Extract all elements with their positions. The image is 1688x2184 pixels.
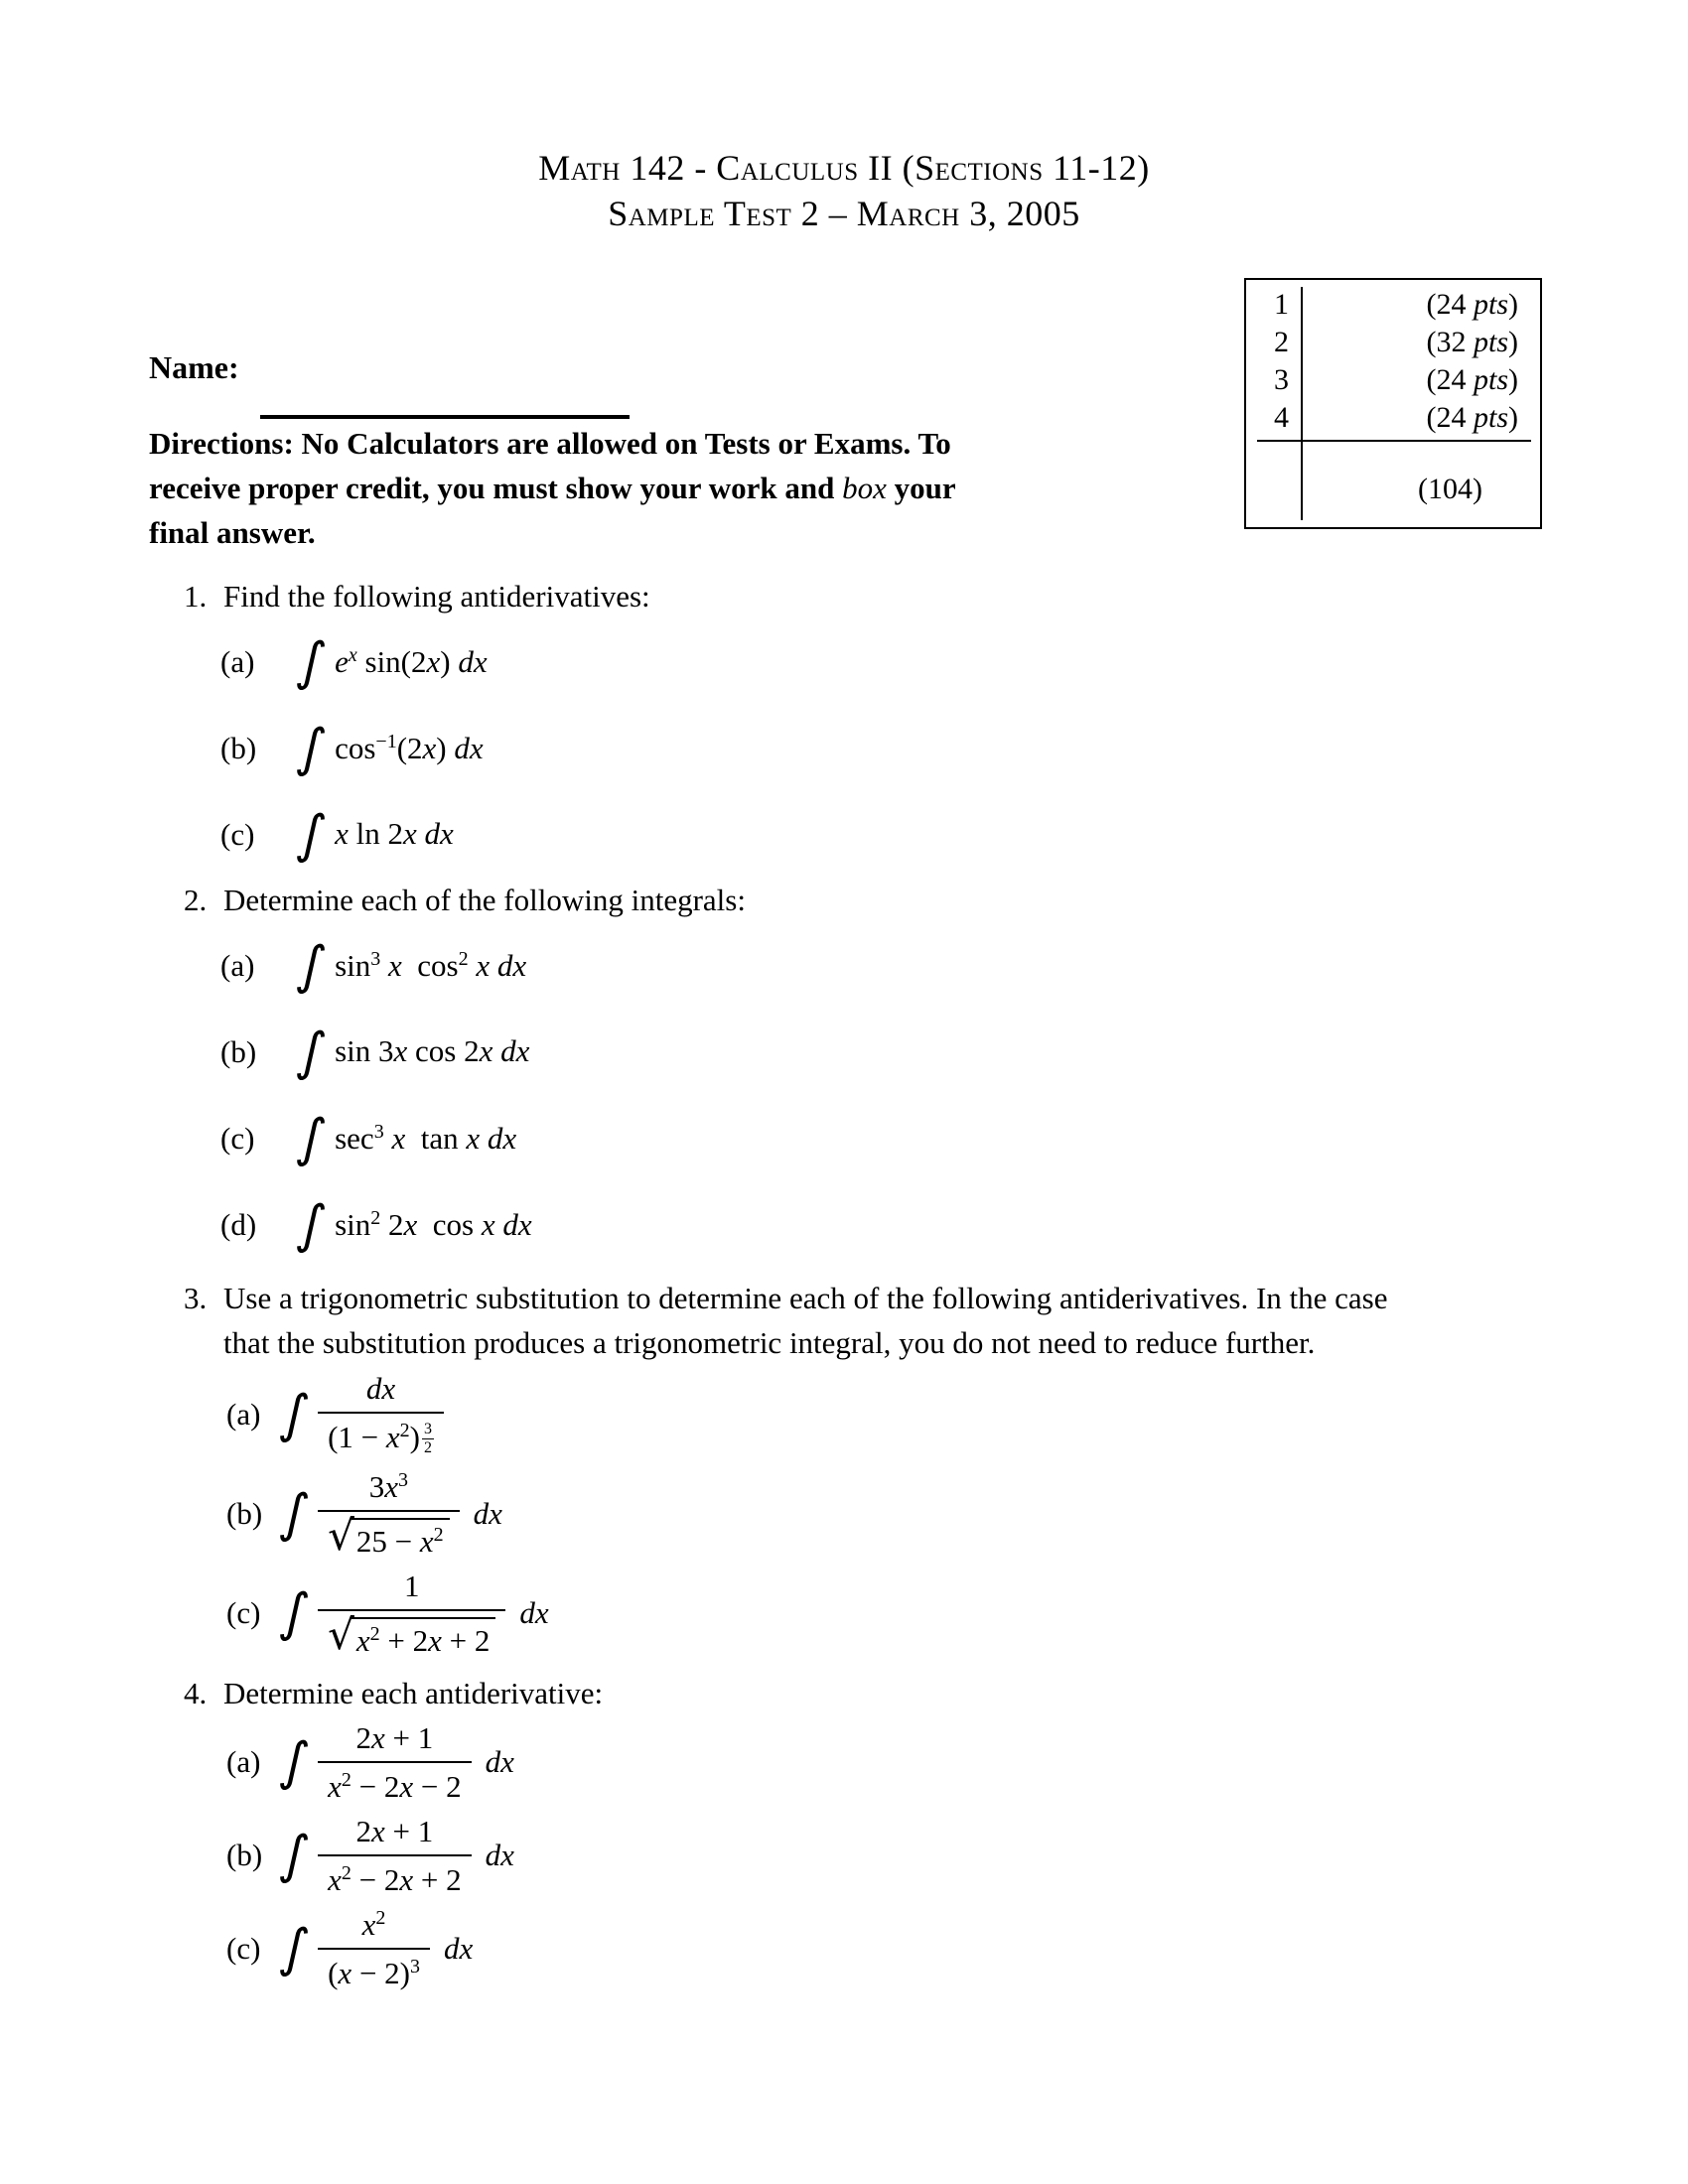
problem-2-item-b [149, 1009, 1569, 1095]
fraction [318, 1371, 444, 1457]
math-run: 3 [368, 1468, 385, 1504]
points-value [1301, 401, 1540, 435]
math-run: cos [409, 947, 459, 983]
points-open: (24 [1426, 288, 1474, 321]
item-label: (c) [220, 816, 255, 852]
integral-sign: ∫ [292, 718, 331, 778]
problems-list [149, 574, 1569, 1995]
problem-text: Find the following antiderivatives: [223, 579, 650, 614]
points-close: ) [1508, 288, 1518, 321]
math-run: tan [412, 1120, 467, 1156]
math-run: x [361, 1906, 376, 1942]
score-table-rows [1246, 286, 1540, 437]
math-expression [335, 644, 488, 679]
item-label: (c) [226, 1931, 261, 1966]
integral-sign: ∫ [275, 1385, 314, 1444]
problem-number: 1 [1274, 288, 1289, 321]
score-table [1244, 278, 1542, 529]
problem-2-item-d [149, 1181, 1569, 1268]
fraction-denominator [318, 1412, 444, 1458]
math-run: 2 [341, 1768, 352, 1791]
math-run: (2 [396, 730, 423, 765]
math-run: ) [436, 730, 455, 765]
exponent-fraction [422, 1421, 434, 1458]
points-open: (32 [1426, 326, 1474, 358]
integral-sign: ∫ [275, 1826, 314, 1885]
title-line-2: Sample Test 2 – March 3, 2005 [608, 194, 1080, 233]
integral-sign: ∫ [275, 1919, 314, 1979]
math-run: −1 [375, 730, 397, 752]
points-unit: pts [1473, 363, 1508, 396]
problem-number: 2. [184, 883, 208, 917]
name-blank-line [260, 415, 630, 419]
integral-sign: ∫ [275, 1484, 314, 1544]
math-expression [335, 817, 454, 851]
fraction-numerator [352, 1907, 396, 1948]
item-label: (b) [220, 730, 257, 765]
item-label: (c) [220, 1120, 255, 1156]
points-unit: pts [1473, 288, 1508, 321]
differential: dx [485, 1838, 514, 1872]
problem-number: 3 [1274, 363, 1289, 396]
differential: dx [519, 1595, 549, 1630]
math-run: + 2 [379, 1622, 429, 1658]
math-run: 3 [410, 1955, 420, 1978]
problem-1-item-b [149, 705, 1569, 791]
table-row [1246, 361, 1540, 399]
math-run: dx [458, 643, 488, 679]
math-run: x [481, 1206, 503, 1242]
fraction [318, 1469, 460, 1559]
math-run: x [385, 1419, 400, 1454]
math-run: + 1 [384, 1813, 434, 1848]
math-run: x [328, 1768, 342, 1804]
math-expression [335, 1207, 532, 1242]
radical-icon: √ [328, 1510, 354, 1560]
title-line-1: Math 142 - Calculus II (Sections 11-12) [538, 148, 1150, 188]
math-run: x [479, 1033, 501, 1069]
math-run: x [338, 1955, 352, 1990]
math-run: 25 − [355, 1523, 420, 1559]
math-run: ) [409, 1419, 420, 1454]
radicand [352, 1617, 496, 1659]
integral-sign: ∫ [292, 935, 331, 996]
fraction-denominator [318, 1854, 472, 1898]
math-run: 2 [355, 1813, 371, 1848]
math-run: x [466, 1120, 488, 1156]
item-label: (d) [220, 1206, 257, 1242]
math-run: 2 [369, 1622, 380, 1645]
math-run: dx [496, 947, 527, 983]
fraction [318, 1907, 430, 1990]
problem-3-item-a [149, 1365, 1569, 1464]
fraction-numerator [394, 1569, 430, 1609]
math-run: cos [425, 1206, 482, 1242]
problem-2-item-c [149, 1095, 1569, 1181]
problem-4-heading [149, 1671, 1569, 1715]
problem-2-heading [149, 878, 1569, 922]
problem-4-items [149, 1715, 1569, 1995]
square-root [328, 1510, 450, 1560]
integral-sign: ∫ [292, 1108, 331, 1168]
math-run: + 1 [384, 1719, 434, 1755]
math-run: x [399, 1768, 414, 1804]
math-expression [335, 1034, 529, 1068]
fraction [318, 1569, 505, 1658]
math-run: ) [440, 643, 459, 679]
math-run: x [428, 1622, 442, 1658]
math-run: sin(2 [356, 643, 427, 679]
math-run: 2 [341, 1861, 352, 1884]
table-row [1246, 324, 1540, 361]
math-run: x [370, 1719, 385, 1755]
math-run: 2 [355, 1719, 371, 1755]
math-run: x [403, 1206, 426, 1242]
math-run: − 2 [351, 1861, 400, 1897]
math-run: cos [335, 730, 376, 765]
heading-line-1: Use a trigonometric substitution to determine each of the following antiderivatives. In the case [223, 1281, 1388, 1315]
math-run: 2 [370, 1206, 381, 1229]
problem-4-item-c [149, 1902, 1569, 1995]
math-run: 2 [433, 1523, 444, 1546]
points-close: ) [1508, 363, 1518, 396]
math-run: x [426, 643, 441, 679]
math-run: sin [335, 947, 371, 983]
math-run: sin [335, 1206, 371, 1242]
problem-number: 4. [184, 1676, 208, 1710]
fraction [318, 1814, 472, 1897]
fraction-numerator [356, 1371, 405, 1412]
math-run: dx [502, 1206, 532, 1242]
table-row [1246, 399, 1540, 437]
problem-2-item-a [149, 922, 1569, 1009]
math-run: 3 [397, 1468, 408, 1491]
item-label: (b) [220, 1033, 257, 1069]
points-value [1301, 363, 1540, 397]
problem-text [223, 1276, 1388, 1365]
math-run: x [335, 816, 349, 852]
exponent-denominator: 2 [424, 1439, 432, 1457]
fraction-denominator [318, 1761, 472, 1805]
item-label: (c) [226, 1595, 261, 1630]
math-run: x [348, 643, 357, 666]
problem-3-items [149, 1365, 1569, 1663]
points-open: (24 [1426, 363, 1474, 396]
points-open: (24 [1426, 401, 1474, 434]
directions-label: Directions: [149, 426, 294, 461]
integral-sign: ∫ [275, 1732, 314, 1792]
problem-number: 3. [184, 1281, 208, 1315]
math-run: x [399, 1861, 414, 1897]
math-run: x [393, 1033, 408, 1069]
differential: dx [444, 1931, 474, 1966]
math-run: dx [500, 1033, 530, 1069]
math-run: − 2 [413, 1768, 462, 1804]
math-run: x [384, 1468, 398, 1504]
integral-sign: ∫ [292, 631, 331, 692]
math-run: x [328, 1861, 342, 1897]
problem-4-item-b [149, 1809, 1569, 1902]
math-run: cos 2 [407, 1033, 480, 1069]
fraction-denominator [318, 1510, 460, 1560]
math-expression [335, 731, 484, 765]
integral-sign: ∫ [292, 804, 331, 865]
emphasized-word: box [842, 471, 887, 505]
math-run: x [422, 730, 437, 765]
points-unit: pts [1473, 401, 1508, 434]
math-run: 2 [380, 1206, 404, 1242]
radicand [352, 1518, 450, 1560]
integral-sign: ∫ [292, 1194, 331, 1255]
points-close: ) [1508, 326, 1518, 358]
math-run: x [370, 1813, 385, 1848]
directions-text: No Calculators are allowed on Tests or Exams. To [301, 426, 951, 461]
directions-text: receive proper credit, you must show your work and [149, 471, 835, 505]
fraction-denominator [318, 1948, 430, 1991]
math-run: x [402, 816, 425, 852]
item-label: (a) [220, 643, 255, 679]
problem-3-item-b [149, 1464, 1569, 1564]
math-run: dx [487, 1120, 517, 1156]
math-run: 2 [458, 947, 469, 970]
table-row [1246, 286, 1540, 324]
math-run: + 2 [441, 1622, 491, 1658]
math-run: − 2 [351, 1768, 400, 1804]
math-run: + 2 [413, 1861, 462, 1897]
points-value [1301, 326, 1540, 359]
item-label: (b) [226, 1496, 263, 1531]
problem-1-heading [149, 574, 1569, 618]
math-expression [335, 948, 526, 983]
problem-3-item-c [149, 1564, 1569, 1663]
directions-paragraph [149, 421, 956, 555]
math-run: ( [328, 1955, 339, 1990]
exponent-numerator: 3 [422, 1421, 434, 1439]
fraction-numerator [346, 1814, 443, 1854]
math-run: sec [335, 1120, 374, 1156]
math-run: x [419, 1523, 434, 1559]
problem-number: 1. [184, 579, 208, 614]
fraction-denominator [318, 1609, 505, 1659]
heading-line-2: that the substitution produces a trigonometric integral, you do not need to reduce further. [223, 1325, 1316, 1360]
score-table-horizontal-rule [1257, 440, 1531, 442]
problem-number: 4 [1274, 401, 1289, 434]
math-run: 2 [399, 1419, 410, 1441]
item-label: (b) [226, 1838, 263, 1872]
item-label: (a) [226, 1744, 261, 1779]
math-run: dx [365, 1371, 396, 1407]
math-run: x [355, 1622, 370, 1658]
math-run: ln 2 [348, 816, 403, 852]
math-run: dx [454, 730, 484, 765]
math-expression [335, 1121, 516, 1156]
problem-4-item-a [149, 1715, 1569, 1809]
item-label: (a) [226, 1397, 261, 1432]
fraction-numerator [346, 1720, 443, 1761]
math-run: (1 − [328, 1419, 386, 1454]
radical-icon: √ [328, 1609, 354, 1659]
math-run: x [380, 947, 410, 983]
name-block [149, 349, 705, 423]
integral-sign: ∫ [275, 1583, 314, 1643]
math-run: 2 [375, 1906, 386, 1929]
math-run: x [468, 947, 497, 983]
differential: dx [473, 1496, 502, 1531]
math-run: x [383, 1120, 413, 1156]
problem-text: Determine each antiderivative: [223, 1676, 604, 1710]
points-unit: pts [1473, 326, 1508, 358]
math-run: 3 [370, 947, 381, 970]
math-run: e [335, 643, 349, 679]
points-close: ) [1508, 401, 1518, 434]
problem-3-heading [149, 1276, 1569, 1365]
name-label: Name: [149, 349, 239, 385]
directions-text: your [894, 471, 956, 505]
points-value [1301, 288, 1540, 322]
fraction-numerator [359, 1469, 418, 1510]
differential: dx [485, 1744, 514, 1779]
math-run: sin 3 [335, 1033, 394, 1069]
document-title [0, 145, 1688, 236]
fraction [318, 1720, 472, 1804]
math-run: dx [424, 816, 454, 852]
problem-1-item-c [149, 791, 1569, 878]
square-root [328, 1609, 495, 1659]
problem-text: Determine each of the following integrals: [223, 883, 746, 917]
problem-1-item-a [149, 618, 1569, 705]
item-label: (a) [220, 947, 255, 983]
math-run: 1 [403, 1568, 420, 1603]
problem-number: 2 [1274, 326, 1289, 358]
total-points: (104) [1418, 473, 1482, 505]
math-run: 3 [373, 1120, 384, 1143]
integral-sign: ∫ [292, 1022, 331, 1082]
directions-text: final answer. [149, 515, 316, 550]
math-run: − 2) [352, 1955, 410, 1990]
